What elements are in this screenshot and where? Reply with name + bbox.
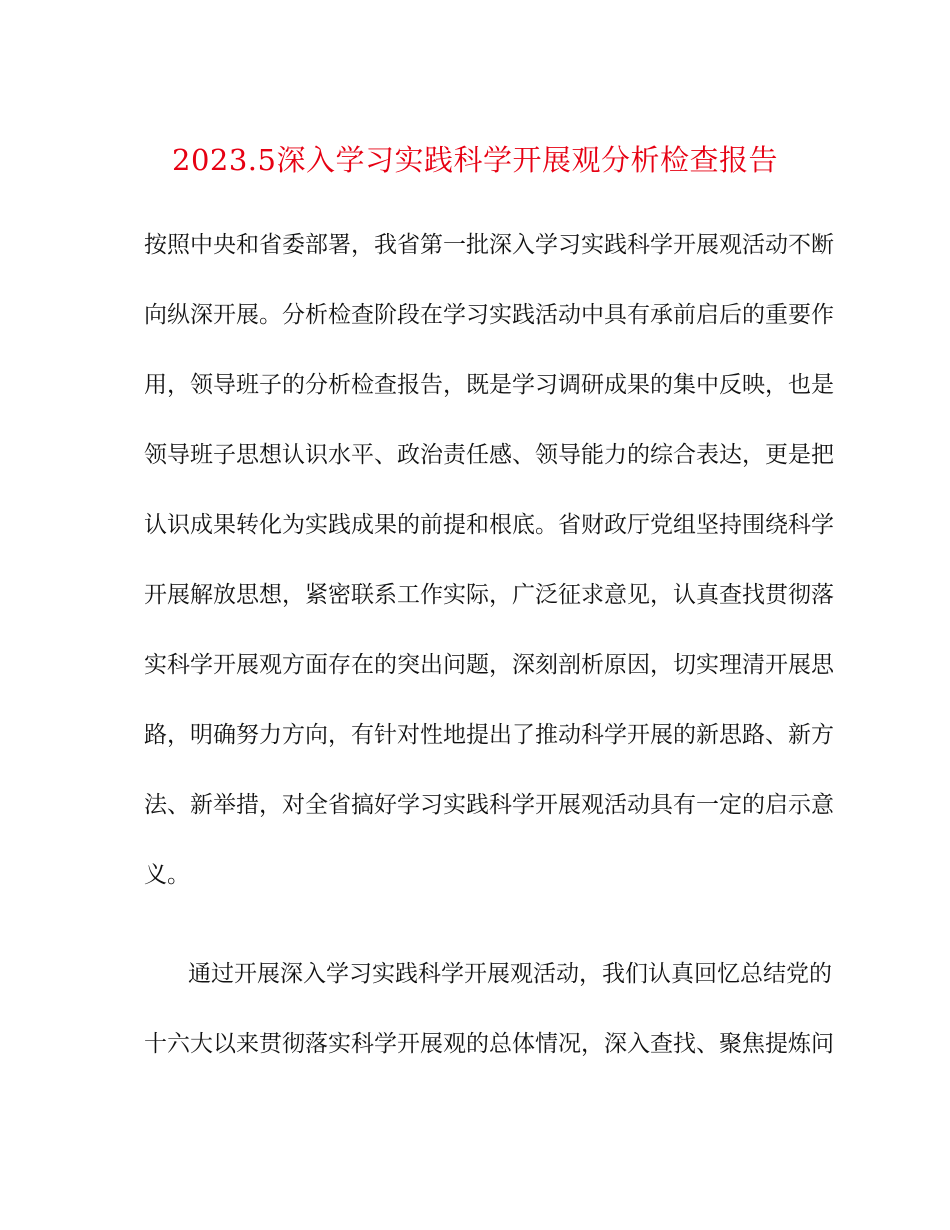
paragraph-1-line-2: 向纵深开展。分析检查阶段在学习实践活动中具有承前启后的重要作 (144, 302, 834, 328)
document-title: 2023.5深入学习实践科学开展观分析检查报告 (172, 143, 778, 177)
paragraph-2-line-2: 十六大以来贯彻落实科学开展观的总体情况，深入查找、聚焦提炼问 (144, 1031, 834, 1057)
paragraph-1-line-7: 实科学开展观方面存在的突出问题，深刻剖析原因，切实理清开展思 (144, 652, 834, 678)
paragraph-1-line-8: 路，明确努力方向，有针对性地提出了推动科学开展的新思路、新方 (144, 722, 834, 748)
paragraph-1-line-1: 按照中央和省委部署，我省第一批深入学习实践科学开展观活动不断 (144, 232, 834, 258)
paragraph-1-line-3: 用，领导班子的分析检查报告，既是学习调研成果的集中反映，也是 (144, 372, 834, 398)
paragraph-1-line-10: 义。 (144, 862, 190, 888)
paragraph-2-line-1: 通过开展深入学习实践科学开展观活动，我们认真回忆总结党的 (188, 961, 832, 987)
paragraph-1-line-5: 认识成果转化为实践成果的前提和根底。省财政厅党组坚持围绕科学 (144, 512, 834, 538)
paragraph-1-line-9: 法、新举措，对全省搞好学习实践科学开展观活动具有一定的启示意 (144, 792, 834, 818)
paragraph-1-line-4: 领导班子思想认识水平、政治责任感、领导能力的综合表达，更是把 (144, 442, 834, 468)
paragraph-1-line-6: 开展解放思想，紧密联系工作实际，广泛征求意见，认真查找贯彻落 (144, 582, 834, 608)
